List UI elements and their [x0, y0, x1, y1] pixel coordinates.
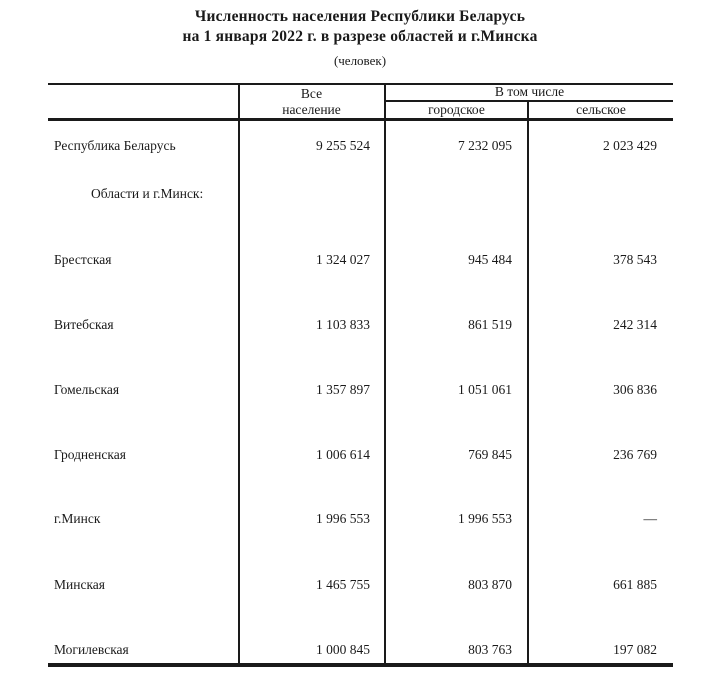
- rural-value: 242 314: [613, 317, 657, 332]
- urban-value: 861 519: [468, 317, 512, 332]
- table-row-grodno: [48, 446, 673, 464]
- rural-value: 378 543: [613, 252, 657, 267]
- total-value: 1 324 027: [316, 252, 370, 267]
- rural-value: 306 836: [613, 382, 657, 397]
- total-value: 1 996 553: [316, 511, 370, 526]
- table-row-vitebsk: [48, 316, 673, 334]
- row-label: Гродненская: [54, 447, 126, 462]
- header-bottom-rule: [48, 118, 673, 121]
- total-value: 9 255 524: [316, 138, 370, 153]
- total-value: [239, 185, 384, 203]
- header-group-including: В том числе: [494, 84, 565, 99]
- total-value: 1 006 614: [316, 447, 370, 462]
- rural-value: 2 023 429: [603, 138, 657, 153]
- urban-value: 769 845: [468, 447, 512, 462]
- urban-value: 803 763: [468, 642, 512, 657]
- table-row-country: [48, 137, 673, 155]
- table-row-mogilev: [48, 641, 673, 659]
- rural-value: [529, 185, 673, 203]
- page-title: [0, 7, 720, 69]
- row-label: Брестская: [54, 252, 112, 267]
- header-urban: городское: [428, 102, 485, 117]
- population-table: [48, 83, 673, 667]
- rural-value: —: [643, 511, 657, 526]
- table-row-minsk-city: [48, 510, 673, 528]
- row-label: Республика Беларусь: [54, 138, 176, 153]
- row-label: Области и г.Минск:: [91, 186, 204, 201]
- rural-value: 236 769: [613, 447, 657, 462]
- urban-value: [386, 185, 527, 203]
- row-label: Минская: [54, 577, 106, 592]
- unit-label: (человек): [333, 53, 387, 68]
- rural-value: 197 082: [613, 642, 657, 657]
- row-label: г.Минск: [54, 511, 101, 526]
- header-total-line-2: население: [282, 102, 341, 117]
- table-row-brest: [48, 251, 673, 269]
- urban-value: 1 051 061: [458, 382, 512, 397]
- total-value: 1 000 845: [316, 642, 370, 657]
- rural-value: 661 885: [613, 577, 657, 592]
- row-label: Гомельская: [54, 382, 120, 397]
- table-row-section-label: [48, 185, 673, 203]
- urban-value: 7 232 095: [458, 138, 512, 153]
- total-value: 1 103 833: [316, 317, 370, 332]
- table-row-minsk-region: [48, 576, 673, 594]
- total-value: 1 465 755: [316, 577, 370, 592]
- title-line-2: на 1 января 2022 г. в разрезе областей и г.Минска: [182, 28, 538, 45]
- urban-value: 945 484: [468, 252, 512, 267]
- urban-value: 803 870: [468, 577, 512, 592]
- header-rural: сельское: [576, 102, 626, 117]
- table-row-gomel: [48, 381, 673, 399]
- title-line-1: Численность населения Республики Беларусь: [194, 8, 526, 25]
- urban-value: 1 996 553: [458, 511, 512, 526]
- header-total-line-1: Все: [300, 86, 323, 101]
- header-total-population: [239, 86, 384, 118]
- table-bottom-rule: [48, 663, 673, 667]
- total-value: 1 357 897: [316, 382, 370, 397]
- row-label: Могилевская: [54, 642, 129, 657]
- row-label: Витебская: [54, 317, 114, 332]
